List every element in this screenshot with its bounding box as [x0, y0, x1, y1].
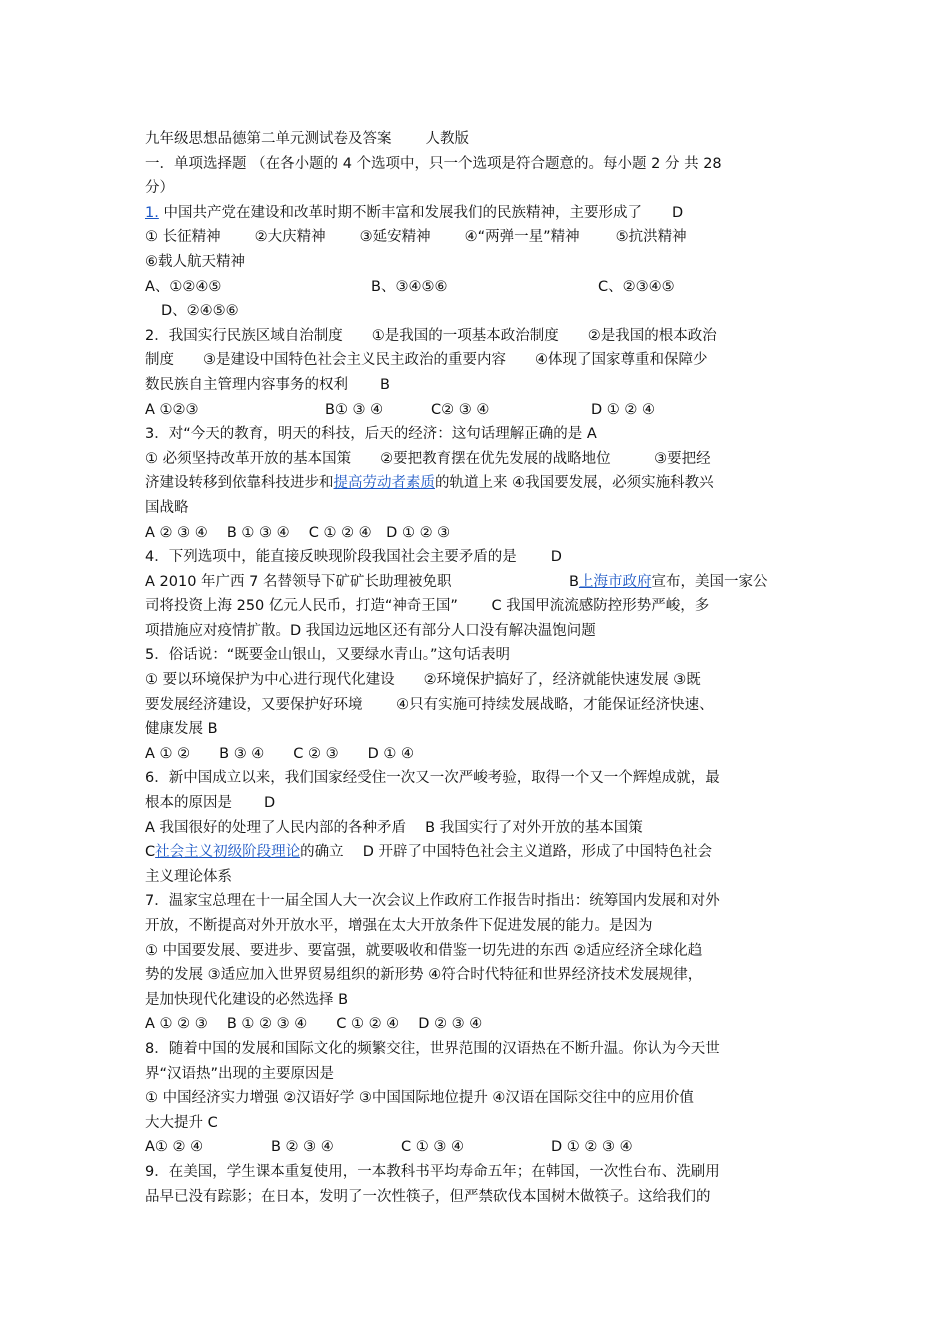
- link-labor-quality[interactable]: 提高劳动者素质: [333, 475, 435, 492]
- question-4-stem-3: 司将投资上海 250 亿元人民币，打造“神奇王国” C 我国甲流流感防控形势严峻，多: [145, 598, 710, 615]
- question-1-answer: D: [671, 204, 684, 221]
- question-6-stem: 6．新中国成立以来，我们国家经受住一次又一次严峻考验，取得一个又一个辉煌成就，最: [145, 770, 720, 787]
- question-1-statement-6: ⑥载人航天精神: [145, 253, 245, 270]
- link-primary-stage-theory[interactable]: 社会主义初级阶段理论: [155, 844, 301, 861]
- section-heading-cont: 分）: [145, 180, 174, 197]
- document-edition: 人教版: [425, 131, 469, 147]
- question-8-stem-2: 界“汉语热”出现的主要原因是: [145, 1065, 335, 1082]
- question-9-stem: 9．在美国，学生课本重复使用，一本教科书平均寿命五年；在韩国，一次性台布、洗刷用: [145, 1163, 720, 1180]
- question-8-stem-4: 大大提升 C: [145, 1114, 218, 1131]
- document-body: [145, 127, 813, 1209]
- section-heading: 一．单项选择题 （在各小题的 4 个选项中，只一个选项是符合题意的。每小题 2 分 共 28: [145, 155, 722, 172]
- document-title-line: [145, 127, 813, 152]
- question-4-stem: 4．下列选项中，能直接反映现阶段我国社会主要矛盾的是 D: [145, 549, 562, 566]
- question-3-choices: A ② ③ ④ B ① ③ ④ C ① ② ④ D ① ② ③: [145, 524, 451, 541]
- question-7-stem-2: 开放，不断提高对外开放水平，增强在太大开放条件下促进发展的能力。是因为: [145, 918, 653, 934]
- question-4-stem-4: 项措施应对疫情扩散。D 我国边远地区还有部分人口没有解决温饱问题: [145, 622, 596, 639]
- question-8-choices: A① ② ④ B ② ③ ④ C ① ③ ④ D ① ② ③ ④: [145, 1139, 633, 1156]
- question-3-stem: 3．对“今天的教育，明天的科技，后天的经济：这句话理解正确的是 A: [145, 426, 597, 443]
- question-7-stem: 7．温家宝总理在十一届全国人大一次会议上作政府工作报告时指出：统筹国内发展和对外: [145, 893, 720, 910]
- question-4-answer: D: [550, 549, 562, 566]
- question-1-stem: 1. 中国共产党在建设和改革时期不断丰富和发展我们的民族精神，主要形成了 D: [145, 204, 684, 221]
- question-8-answer: C: [207, 1114, 218, 1131]
- question-5-stem-4: 健康发展 B: [145, 721, 218, 738]
- question-5-answer: B: [207, 721, 218, 738]
- question-8-stem: 8．随着中国的发展和国际文化的频繁交往，世界范围的汉语热在不断升温。你认为今天世: [145, 1040, 720, 1057]
- question-7-stem-5: 是加快现代化建设的必然选择 B: [145, 991, 349, 1008]
- question-1-choice-d: D、②④⑤⑥: [161, 303, 239, 320]
- question-8-stem-3: ① 中国经济实力增强 ②汉语好学 ③中国国际地位提升 ④汉语在国际交往中的应用价值: [145, 1090, 694, 1107]
- question-6-choices-cd: C社会主义初级阶段理论的确立 D 开辟了中国特色社会主义道路，形成了中国特色社会: [145, 844, 713, 861]
- question-2-stem: 2．我国实行民族区域自治制度 ①是我国的一项基本政治制度 ②是我国的根本政治: [145, 327, 717, 344]
- question-6-choices-ab: A 我国很好的处理了人民内部的各种矛盾 B 我国实行了对外开放的基本国策: [145, 819, 643, 836]
- question-6-stem-2: 根本的原因是 D: [145, 795, 276, 812]
- question-6-answer: D: [264, 795, 276, 812]
- question-3-stem-4: 国战略: [145, 499, 189, 516]
- question-3-stem-2: ① 必须坚持改革开放的基本国策 ②要把教育摆在优先发展的战略地位 ③要把经: [145, 450, 711, 467]
- question-3-answer: A: [586, 426, 597, 443]
- question-7-stem-4: 势的发展 ③适应加入世界贸易组织的新形势 ④符合时代特征和世界经济技术发展规律，: [145, 967, 703, 984]
- question-4-choice-a: A 2010 年广西 7 名替领导下矿矿长助理被免职 B上海市政府宣布，美国一家公: [145, 573, 768, 590]
- question-7-answer: B: [338, 991, 349, 1008]
- question-3-stem-3: 济建设转移到依靠科技进步和提高劳动者素质的轨道上来 ④我国要发展，必须实施科教兴: [145, 475, 714, 492]
- question-1-statements: ① 长征精神 ②大庆精神 ③延安精神 ④“两弹一星”精神 ⑤抗洪精神: [145, 229, 687, 246]
- question-5-stem-2: ① 要以环境保护为中心进行现代化建设 ②环境保护搞好了，经济就能快速发展 ③既: [145, 672, 701, 689]
- link-shanghai-government[interactable]: 上海市政府: [578, 573, 652, 590]
- document-title: 九年级思想品德第二单元测试卷及答案: [145, 131, 392, 147]
- question-9-stem-2: 品早已没有踪影；在日本，发明了一次性筷子，但严禁砍伐本国树木做筷子。这给我们的: [145, 1188, 711, 1205]
- question-7-choices: A ① ② ③ B ① ② ③ ④ C ① ② ④ D ② ③ ④: [145, 1016, 483, 1033]
- question-5-stem: 5．俗话说：“既要金山银山，又要绿水青山。”这句话表明: [145, 647, 510, 664]
- question-5-stem-3: 要发展经济建设，又要保护好环境 ④只有实施可持续发展战略，才能保证经济快速、: [145, 696, 714, 713]
- question-6-stem-5: 主义理论体系: [145, 868, 232, 885]
- question-5-choices: A ① ② B ③ ④ C ② ③ D ① ④: [145, 745, 415, 762]
- question-7-stem-3: ① 中国要发展、要进步、要富强，就要吸收和借鉴一切先进的东西 ②适应经济全球化趋: [145, 942, 703, 959]
- question-2-stem-2: 制度 ③是建设中国特色社会主义民主政治的重要内容 ④体现了国家尊重和保障少: [145, 352, 708, 369]
- question-1-number-link[interactable]: 1.: [145, 204, 159, 221]
- question-2-choices: A ①②③ B① ③ ④ C② ③ ④ D ① ② ④: [145, 401, 655, 418]
- question-1-choices: A、①②④⑤ B、③④⑤⑥ C、②③④⑤: [145, 278, 675, 295]
- question-2-stem-3: 数民族自主管理内容事务的权利 B: [145, 376, 390, 393]
- question-2-answer: B: [380, 376, 390, 393]
